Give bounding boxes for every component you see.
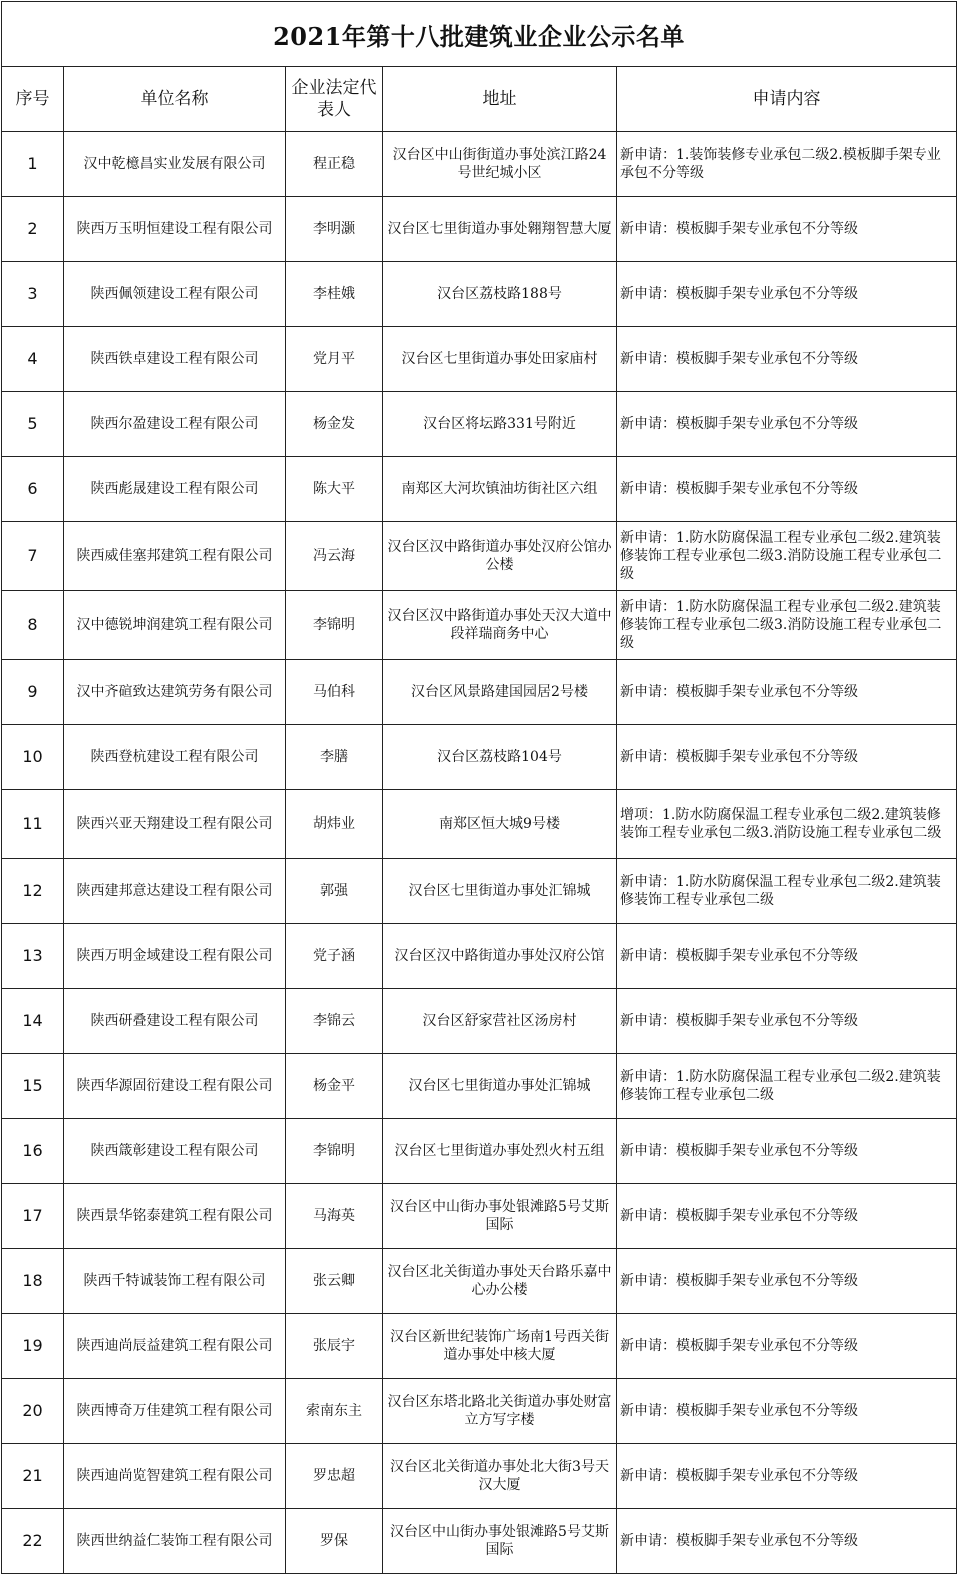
company-name-cell: 陕西箴彰建设工程有限公司 [64, 1119, 286, 1184]
company-name-cell: 陕西华源固衍建设工程有限公司 [64, 1054, 286, 1119]
serial-number-cell: 17 [2, 1184, 64, 1249]
legal-representative-cell: 张云卿 [286, 1249, 383, 1314]
legal-representative-cell: 马伯科 [286, 660, 383, 725]
legal-representative-cell: 罗忠超 [286, 1444, 383, 1509]
address-cell: 汉台区中山街街道办事处滨江路24号世纪城小区 [383, 132, 617, 197]
address-cell: 汉台区将坛路331号附近 [383, 392, 617, 457]
legal-representative-cell: 胡炜业 [286, 790, 383, 859]
application-content-cell: 新申请：1.装饰装修专业承包二级2.模板脚手架专业承包不分等级 [617, 132, 957, 197]
table-row [2, 457, 957, 522]
serial-number-cell: 10 [2, 725, 64, 790]
serial-number-cell: 13 [2, 924, 64, 989]
address-cell: 汉台区汉中路街道办事处汉府公馆办公楼 [383, 522, 617, 591]
company-name-cell: 陕西铁卓建设工程有限公司 [64, 327, 286, 392]
company-name-cell: 陕西迪尚辰益建筑工程有限公司 [64, 1314, 286, 1379]
company-list-table [1, 1, 957, 1574]
header-legal-representative: 企业法定代表人 [286, 67, 383, 132]
address-cell: 汉台区荔枝路188号 [383, 262, 617, 327]
application-content-cell: 新申请：模板脚手架专业承包不分等级 [617, 1379, 957, 1444]
address-cell: 汉台区七里街道办事处烈火村五组 [383, 1119, 617, 1184]
address-cell: 汉台区舒家营社区汤房村 [383, 989, 617, 1054]
table-row [2, 859, 957, 924]
company-name-cell: 陕西登杭建设工程有限公司 [64, 725, 286, 790]
table-row [2, 262, 957, 327]
legal-representative-cell: 罗保 [286, 1509, 383, 1574]
table-row [2, 1444, 957, 1509]
header-application-content: 申请内容 [617, 67, 957, 132]
serial-number-cell: 22 [2, 1509, 64, 1574]
header-serial-number: 序号 [2, 67, 64, 132]
application-content-cell: 新申请：模板脚手架专业承包不分等级 [617, 660, 957, 725]
application-content-cell: 新申请：模板脚手架专业承包不分等级 [617, 725, 957, 790]
serial-number-cell: 21 [2, 1444, 64, 1509]
serial-number-cell: 9 [2, 660, 64, 725]
legal-representative-cell: 张辰宇 [286, 1314, 383, 1379]
application-content-cell: 新申请：模板脚手架专业承包不分等级 [617, 1444, 957, 1509]
company-name-cell: 陕西建邦意达建设工程有限公司 [64, 859, 286, 924]
legal-representative-cell: 陈大平 [286, 457, 383, 522]
serial-number-cell: 16 [2, 1119, 64, 1184]
company-name-cell: 陕西千特诚装饰工程有限公司 [64, 1249, 286, 1314]
address-cell: 汉台区荔枝路104号 [383, 725, 617, 790]
legal-representative-cell: 杨金发 [286, 392, 383, 457]
application-content-cell: 新申请：模板脚手架专业承包不分等级 [617, 197, 957, 262]
table-row [2, 1379, 957, 1444]
serial-number-cell: 18 [2, 1249, 64, 1314]
legal-representative-cell: 索南东主 [286, 1379, 383, 1444]
address-cell: 汉台区七里街道办事处翱翔智慧大厦 [383, 197, 617, 262]
company-name-cell: 陕西研叠建设工程有限公司 [64, 989, 286, 1054]
serial-number-cell: 5 [2, 392, 64, 457]
company-name-cell: 陕西万玉明恒建设工程有限公司 [64, 197, 286, 262]
legal-representative-cell: 党月平 [286, 327, 383, 392]
company-name-cell: 陕西彪晟建设工程有限公司 [64, 457, 286, 522]
company-name-cell: 陕西兴亚天翔建设工程有限公司 [64, 790, 286, 859]
table-row [2, 1509, 957, 1574]
serial-number-cell: 6 [2, 457, 64, 522]
table-row [2, 1249, 957, 1314]
legal-representative-cell: 李桂娥 [286, 262, 383, 327]
table-row [2, 790, 957, 859]
serial-number-cell: 19 [2, 1314, 64, 1379]
company-name-cell: 汉中齐碹致达建筑劳务有限公司 [64, 660, 286, 725]
serial-number-cell: 20 [2, 1379, 64, 1444]
table-row [2, 989, 957, 1054]
legal-representative-cell: 党子涵 [286, 924, 383, 989]
header-address: 地址 [383, 67, 617, 132]
application-content-cell: 新申请：模板脚手架专业承包不分等级 [617, 392, 957, 457]
serial-number-cell: 11 [2, 790, 64, 859]
address-cell: 汉台区中山街办事处银滩路5号艾斯国际 [383, 1184, 617, 1249]
serial-number-cell: 7 [2, 522, 64, 591]
serial-number-cell: 15 [2, 1054, 64, 1119]
application-content-cell: 新申请：模板脚手架专业承包不分等级 [617, 262, 957, 327]
company-name-cell: 陕西万明金域建设工程有限公司 [64, 924, 286, 989]
address-cell: 汉台区七里街道办事处汇锦城 [383, 1054, 617, 1119]
application-content-cell: 新申请：模板脚手架专业承包不分等级 [617, 1184, 957, 1249]
table-row [2, 327, 957, 392]
company-name-cell: 陕西佩领建设工程有限公司 [64, 262, 286, 327]
table-row [2, 1119, 957, 1184]
table-row [2, 1054, 957, 1119]
address-cell: 汉台区汉中路街道办事处天汉大道中段祥瑞商务中心 [383, 591, 617, 660]
company-name-cell: 陕西景华铭泰建筑工程有限公司 [64, 1184, 286, 1249]
address-cell: 南郑区恒大城9号楼 [383, 790, 617, 859]
application-content-cell: 新申请：模板脚手架专业承包不分等级 [617, 924, 957, 989]
table-row [2, 522, 957, 591]
table-row [2, 132, 957, 197]
legal-representative-cell: 李锦云 [286, 989, 383, 1054]
address-cell: 汉台区风景路建国园居2号楼 [383, 660, 617, 725]
application-content-cell: 新申请：模板脚手架专业承包不分等级 [617, 989, 957, 1054]
header-company-name: 单位名称 [64, 67, 286, 132]
address-cell: 汉台区新世纪装饰广场南1号西关街道办事处中核大厦 [383, 1314, 617, 1379]
serial-number-cell: 14 [2, 989, 64, 1054]
address-cell: 汉台区北关街道办事处北大街3号天汉大厦 [383, 1444, 617, 1509]
application-content-cell: 新申请：1.防水防腐保温工程专业承包二级2.建筑装修装饰工程专业承包二级3.消防设施工程专业承包二级 [617, 522, 957, 591]
table-row [2, 591, 957, 660]
application-content-cell: 新申请：1.防水防腐保温工程专业承包二级2.建筑装修装饰工程专业承包二级 [617, 859, 957, 924]
application-content-cell: 新申请：模板脚手架专业承包不分等级 [617, 1249, 957, 1314]
company-name-cell: 汉中乾檍昌实业发展有限公司 [64, 132, 286, 197]
application-content-cell: 新申请：1.防水防腐保温工程专业承包二级2.建筑装修装饰工程专业承包二级3.消防设施工程专业承包二级 [617, 591, 957, 660]
serial-number-cell: 1 [2, 132, 64, 197]
application-content-cell: 新申请：模板脚手架专业承包不分等级 [617, 457, 957, 522]
table-row [2, 392, 957, 457]
table-body [2, 132, 957, 1574]
legal-representative-cell: 李明灏 [286, 197, 383, 262]
company-name-cell: 汉中德锐坤润建筑工程有限公司 [64, 591, 286, 660]
legal-representative-cell: 李锦明 [286, 591, 383, 660]
table-row [2, 197, 957, 262]
address-cell: 汉台区中山街办事处银滩路5号艾斯国际 [383, 1509, 617, 1574]
page-title: 2021年第十八批建筑业企业公示名单 [2, 2, 957, 67]
address-cell: 汉台区七里街道办事处田家庙村 [383, 327, 617, 392]
legal-representative-cell: 马海英 [286, 1184, 383, 1249]
legal-representative-cell: 李锦明 [286, 1119, 383, 1184]
application-content-cell: 增项：1.防水防腐保温工程专业承包二级2.建筑装修装饰工程专业承包二级3.消防设施工程专业承包二级 [617, 790, 957, 859]
serial-number-cell: 8 [2, 591, 64, 660]
company-name-cell: 陕西威佳塞邦建筑工程有限公司 [64, 522, 286, 591]
legal-representative-cell: 郭强 [286, 859, 383, 924]
serial-number-cell: 4 [2, 327, 64, 392]
serial-number-cell: 2 [2, 197, 64, 262]
table-row [2, 725, 957, 790]
serial-number-cell: 12 [2, 859, 64, 924]
address-cell: 汉台区东塔北路北关街道办事处财富立方写字楼 [383, 1379, 617, 1444]
application-content-cell: 新申请：模板脚手架专业承包不分等级 [617, 1314, 957, 1379]
company-name-cell: 陕西博奇万佳建筑工程有限公司 [64, 1379, 286, 1444]
application-content-cell: 新申请：模板脚手架专业承包不分等级 [617, 1509, 957, 1574]
company-name-cell: 陕西迪尚览智建筑工程有限公司 [64, 1444, 286, 1509]
serial-number-cell: 3 [2, 262, 64, 327]
address-cell: 南郑区大河坎镇油坊街社区六组 [383, 457, 617, 522]
legal-representative-cell: 程正稳 [286, 132, 383, 197]
table-row [2, 1314, 957, 1379]
application-content-cell: 新申请：模板脚手架专业承包不分等级 [617, 327, 957, 392]
table-row [2, 1184, 957, 1249]
application-content-cell: 新申请：1.防水防腐保温工程专业承包二级2.建筑装修装饰工程专业承包二级 [617, 1054, 957, 1119]
address-cell: 汉台区北关街道办事处天台路乐嘉中心办公楼 [383, 1249, 617, 1314]
table-row [2, 924, 957, 989]
application-content-cell: 新申请：模板脚手架专业承包不分等级 [617, 1119, 957, 1184]
legal-representative-cell: 李膳 [286, 725, 383, 790]
company-name-cell: 陕西尔盈建设工程有限公司 [64, 392, 286, 457]
legal-representative-cell: 冯云海 [286, 522, 383, 591]
company-name-cell: 陕西世纳益仁装饰工程有限公司 [64, 1509, 286, 1574]
legal-representative-cell: 杨金平 [286, 1054, 383, 1119]
address-cell: 汉台区七里街道办事处汇锦城 [383, 859, 617, 924]
table-row [2, 660, 957, 725]
address-cell: 汉台区汉中路街道办事处汉府公馆 [383, 924, 617, 989]
